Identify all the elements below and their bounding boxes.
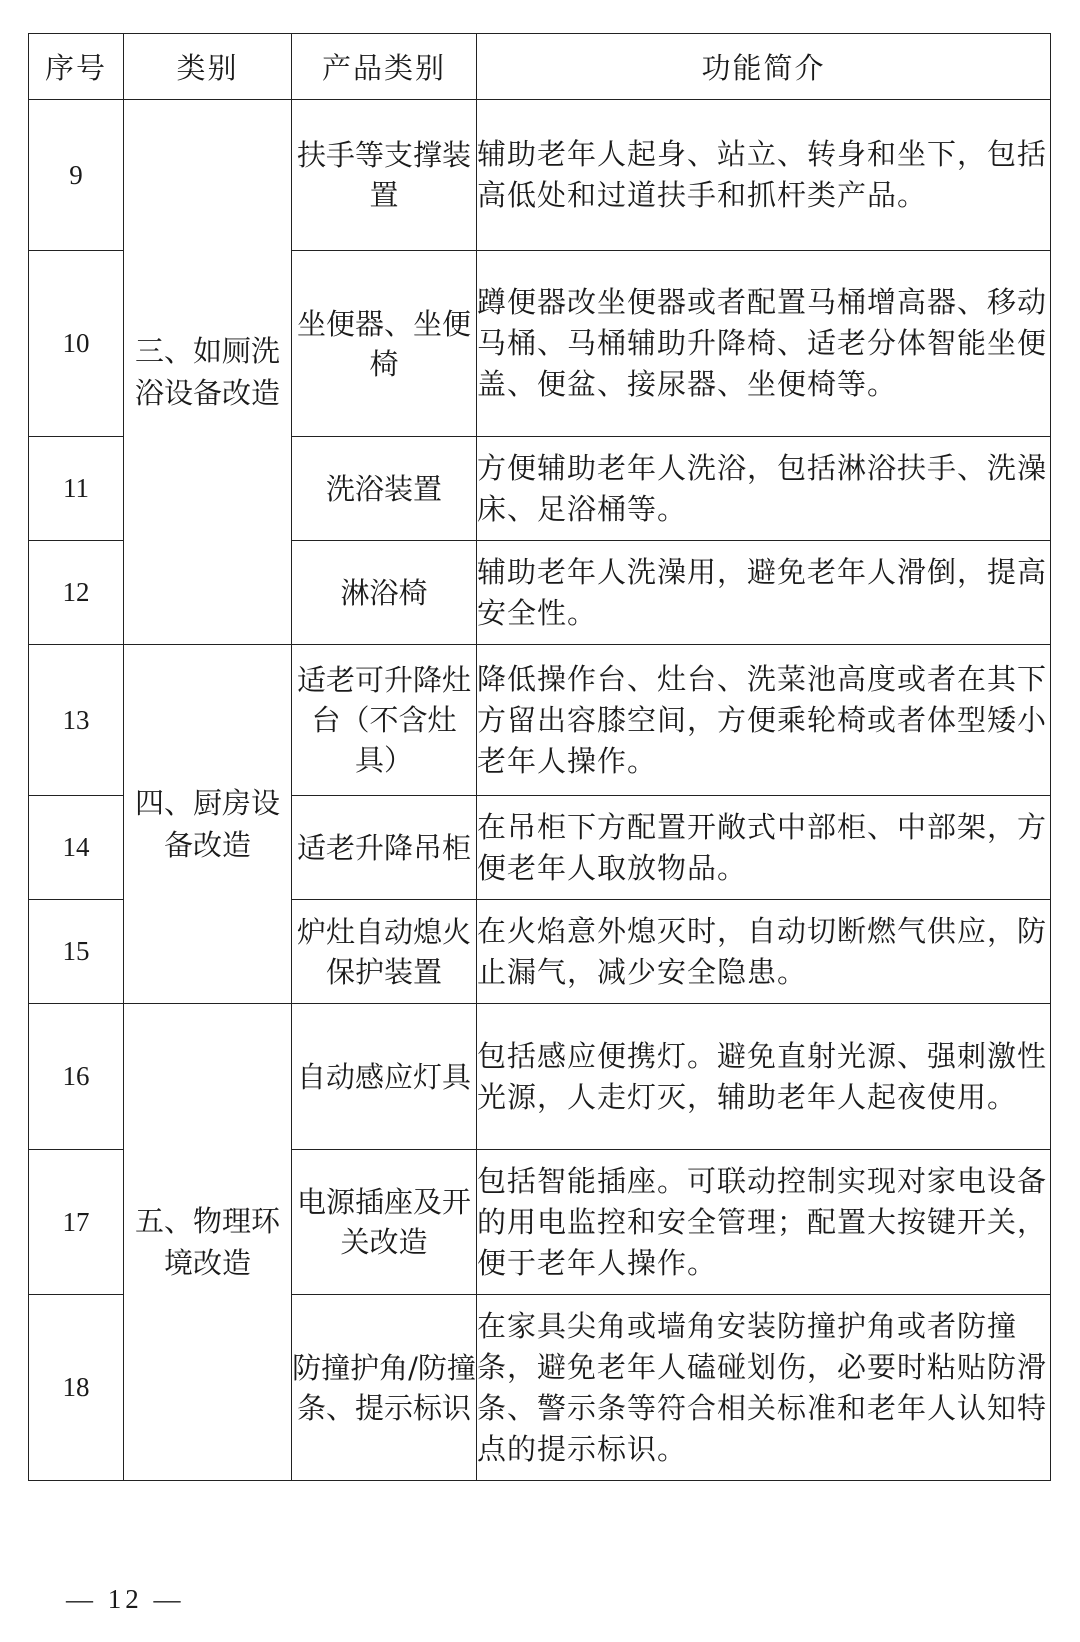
product-cell: 防撞护角/防撞条、提示标识 — [292, 1295, 477, 1481]
row-number: 14 — [29, 796, 124, 900]
product-cell: 自动感应灯具 — [292, 1004, 477, 1150]
row-number: 13 — [29, 645, 124, 796]
table-row — [29, 1004, 1051, 1150]
description-cell: 在吊柜下方配置开敞式中部柜、中部架，方便老年人取放物品。 — [477, 796, 1051, 900]
category-cell: 五、物理环境改造 — [124, 1004, 292, 1481]
description-cell: 方便辅助老年人洗浴，包括淋浴扶手、洗澡床、足浴桶等。 — [477, 437, 1051, 541]
product-cell: 电源插座及开关改造 — [292, 1150, 477, 1295]
header-product: 产品类别 — [292, 34, 477, 100]
description-cell: 降低操作台、灶台、洗菜池高度或者在其下方留出容膝空间，方便乘轮椅或者体型矮小老年人操作。 — [477, 645, 1051, 796]
header-description: 功能简介 — [477, 34, 1051, 100]
row-number: 9 — [29, 100, 124, 251]
product-cell: 扶手等支撑装置 — [292, 100, 477, 251]
category-cell: 三、如厕洗浴设备改造 — [124, 100, 292, 645]
row-number: 16 — [29, 1004, 124, 1150]
description-cell: 在家具尖角或墙角安装防撞护角或者防撞条，避免老年人磕碰划伤，必要时粘贴防滑条、警示条等符合相关标准和老年人认知特点的提示标识。 — [477, 1295, 1051, 1481]
product-cell: 坐便器、坐便椅 — [292, 251, 477, 437]
row-number: 10 — [29, 251, 124, 437]
table-row — [29, 100, 1051, 251]
header-category: 类别 — [124, 34, 292, 100]
table-row — [29, 645, 1051, 796]
product-cell: 适老可升降灶台（不含灶具） — [292, 645, 477, 796]
row-number: 18 — [29, 1295, 124, 1481]
product-cell: 淋浴椅 — [292, 541, 477, 645]
description-cell: 辅助老年人洗澡用，避免老年人滑倒，提高安全性。 — [477, 541, 1051, 645]
header-serial: 序号 — [29, 34, 124, 100]
product-cell: 洗浴装置 — [292, 437, 477, 541]
description-cell: 包括智能插座。可联动控制实现对家电设备的用电监控和安全管理；配置大按键开关，便于老年人操作。 — [477, 1150, 1051, 1295]
product-cell: 适老升降吊柜 — [292, 796, 477, 900]
renovation-products-table — [28, 33, 1051, 1481]
row-number: 17 — [29, 1150, 124, 1295]
product-cell: 炉灶自动熄火保护装置 — [292, 900, 477, 1004]
table-header-row — [29, 34, 1051, 100]
row-number: 12 — [29, 541, 124, 645]
description-cell: 包括感应便携灯。避免直射光源、强刺激性光源，人走灯灭，辅助老年人起夜使用。 — [477, 1004, 1051, 1150]
description-cell: 蹲便器改坐便器或者配置马桶增高器、移动马桶、马桶辅助升降椅、适老分体智能坐便盖、便盆、接尿器、坐便椅等。 — [477, 251, 1051, 437]
row-number: 15 — [29, 900, 124, 1004]
row-number: 11 — [29, 437, 124, 541]
description-cell: 在火焰意外熄灭时，自动切断燃气供应，防止漏气，减少安全隐患。 — [477, 900, 1051, 1004]
page-number: — 12 — — [66, 1584, 185, 1614]
description-cell: 辅助老年人起身、站立、转身和坐下，包括高低处和过道扶手和抓杆类产品。 — [477, 100, 1051, 251]
category-cell: 四、厨房设备改造 — [124, 645, 292, 1004]
